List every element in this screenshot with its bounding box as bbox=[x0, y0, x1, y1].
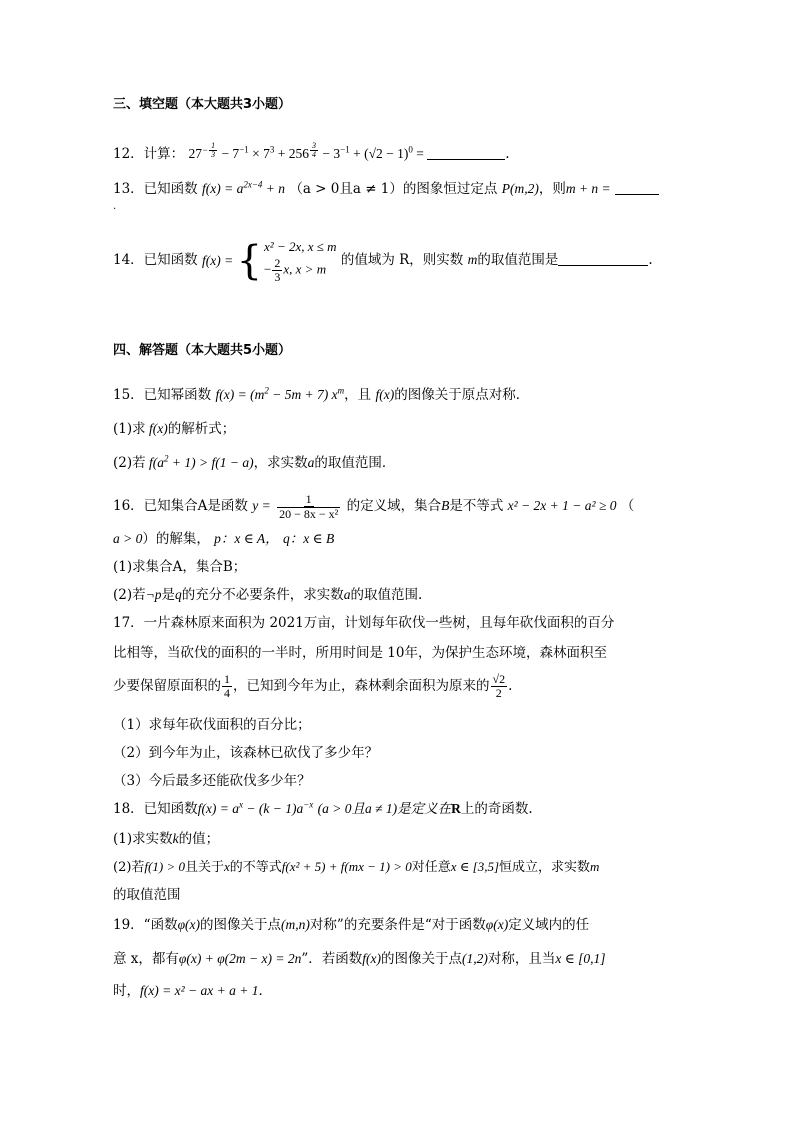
q16-inequality: x² − 2x + 1 − a² ≥ 0 bbox=[507, 498, 617, 513]
q16-function: y = $\frac{1}{\text{20 − 8x − x²}}$ bbox=[252, 491, 339, 521]
section-3-heading: 三、填空题（本大题共3小题） bbox=[113, 97, 292, 112]
q14-var-m: m bbox=[467, 252, 478, 267]
q16-q: q：x ∈ B bbox=[282, 531, 335, 546]
q16-part-1: (1)求集合A，集合B； bbox=[113, 559, 247, 575]
question-15: 15．已知幂函数 $f(x) = (m^2 - 5m + 7)$ $x^m$，且 f(x)的图像关于原点对称． bbox=[113, 385, 530, 403]
q14-piece-2: x, x > m bbox=[283, 261, 327, 277]
q15-stem: 15．已知幂函数 bbox=[113, 387, 212, 403]
fraction-one-quarter: $\frac{1}{4}$ bbox=[224, 672, 230, 700]
q14-mid: 的值域为 R，则实数 bbox=[340, 252, 464, 268]
q18-function: $f(x) = a^x - (k - 1)a^{-x}$ bbox=[197, 799, 314, 816]
question-19-line-2: 意 x，都有φ(x) + φ(2m − x) = 2n”．若函数f(x)的图像关于点(1,2)对称，且当x ∈ [0,1] bbox=[113, 951, 606, 967]
question-13 bbox=[113, 180, 659, 198]
q13-answer-blank[interactable] bbox=[615, 194, 659, 195]
q15-stem-mid: ，且 bbox=[344, 387, 372, 403]
fraction-root2-over-2: $\frac{√2}{2}$ bbox=[492, 672, 506, 700]
q14-ask: 的取值范围是 bbox=[477, 252, 559, 268]
q13-expression: m + n = bbox=[565, 181, 611, 196]
question-17-line-1: 17．一片森林原来面积为 2021万亩，计划每年砍伐一些树，且每年砍伐面积的百分 bbox=[113, 615, 615, 631]
q18-part-2: (2)若f(1) > 0且关于x的不等式f(x² + 5) + f(mx − 1) > 0对任意x ∈ [3,5]恒成立，求实数m bbox=[113, 859, 600, 875]
q14-label: 14．已知函数 bbox=[113, 252, 198, 268]
question-17-line-3: 少要保留原面积的 $\frac{1}{4}$ ，已知到今年为止，森林剩余面积为原来的 $\frac{√2}{2}$ . bbox=[113, 672, 513, 700]
q13-period: . bbox=[113, 201, 117, 212]
q18-part-2-end: 的取值范围 bbox=[113, 887, 181, 903]
q17-part-2: （2）到今年为止，该森林已砍伐了多少年？ bbox=[113, 745, 379, 761]
question-19-line-1: 19．“函数φ(x)的图像关于点(m,n)对称”的充要条件是“对于函数φ(x)定义域内的任 bbox=[113, 917, 590, 933]
q16-stem: 16．已知集合A是函数 bbox=[113, 498, 248, 514]
q16-part-2: (2)若¬p是q的充分不必要条件，求实数a的取值范围. bbox=[113, 587, 423, 603]
question-12 bbox=[113, 142, 510, 163]
q16-line-2: a > 0）的解集， p：x ∈ A， q：x ∈ B bbox=[113, 531, 335, 547]
q14-answer-blank[interactable] bbox=[558, 265, 648, 266]
question-18: 18．已知函数$f(x) = a^x - (k - 1)a^{-x}$ (a > 0且a ≠ 1)是定义在R上的奇函数. bbox=[113, 799, 533, 817]
q12-answer-blank[interactable] bbox=[427, 159, 505, 160]
question-16: 16．已知集合A是函数 y = $\frac{1}{\text{20 − 8x − x²}}$ 的定义域，集合B是不等式 x² − 2x + 1 − a² ≥ 0 （ bbox=[113, 491, 635, 521]
q13-label: 13．已知函数 bbox=[113, 181, 198, 197]
q14-period: . bbox=[648, 252, 653, 268]
q14-piecewise-function: f(x) = { x² − 2x, x ≤ m − $\frac{2}{3}$ x, x > m bbox=[201, 237, 337, 284]
q13-point: P(m,2) bbox=[501, 181, 539, 196]
question-14 bbox=[113, 236, 653, 285]
q15-stem-end: 的图像关于原点对称． bbox=[394, 387, 530, 403]
q12-expression: $27^{- \frac{1}{3}}$ − $7^{-1} \times 7^3 + 256$ $^{\frac{3}{4}}$ − $3^{-1} + (√2 - 1)^0$ = bbox=[188, 141, 428, 162]
q12-period: . bbox=[505, 146, 510, 163]
q12-label: 12．计算： bbox=[113, 146, 185, 163]
q17-part-1: （1）求每年砍伐面积的百分比； bbox=[113, 717, 311, 733]
q13-ask: ，则 bbox=[538, 181, 566, 197]
section-4-heading: 四、解答题（本大题共5小题） bbox=[113, 343, 292, 358]
question-19-line-3: 时，f(x) = x² − ax + a + 1． bbox=[113, 983, 272, 999]
q13-function: $f(x) = a^{2x-4} + n$ bbox=[201, 179, 286, 196]
q16-p: p：x ∈ A， bbox=[214, 531, 279, 546]
q15-part-1: (1)求 f(x)的解析式； bbox=[113, 421, 236, 437]
q17-part-3: （3）今后最多还能砍伐多少年？ bbox=[113, 773, 311, 789]
q13-condition: （a > 0且a ≠ 1）的图象恒过定点 bbox=[289, 181, 498, 197]
question-17-line-2: 比相等，当砍伐的面积的一半时，所用时间是 10年，为保护生态环境，森林面积至 bbox=[113, 645, 607, 661]
q15-part-2: (2)若 $f(a^2 + 1) > f(1 - a)$，求实数a的取值范围． bbox=[113, 453, 396, 471]
q18-part-1: (1)求实数k的值； bbox=[113, 831, 220, 847]
q15-function: $f(x) = (m^2 - 5m + 7)$ $x^m$ bbox=[215, 385, 345, 402]
q14-piece-1: x² − 2x, x ≤ m bbox=[264, 239, 337, 254]
